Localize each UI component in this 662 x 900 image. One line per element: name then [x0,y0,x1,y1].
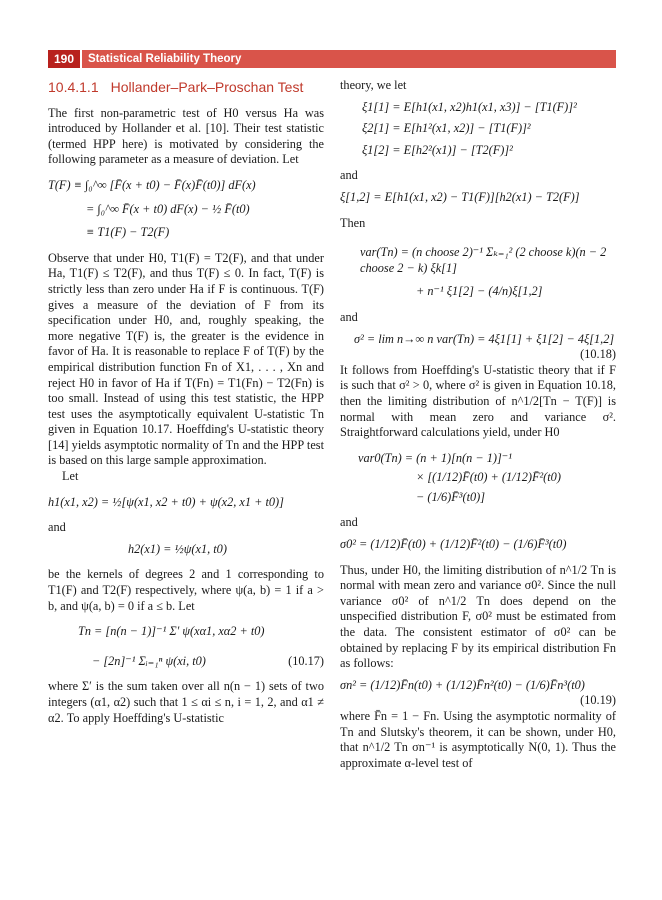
equation [48,654,324,670]
paragraph: Let [62,469,79,484]
equation: ξ1[1] = E[h1(x1, x2)h1(x1, x3)] − [T1(F)]² [362,99,577,114]
connector-text: and [340,168,358,183]
equation-body: − [2n]⁻¹ Σᵢ₌₁ⁿ ψ(xi, t0) [92,653,206,668]
equation: = ∫₀^∞ F̄(x + t0) dF(x) − ½ F̄(t0) [86,201,250,216]
equation: h2(x1) = ½ψ(x1, t0) [128,541,227,556]
equation: ≡ T1(F) − T2(F) [86,225,170,240]
equation: × [(1/12)F̄(t0) + (1/12)F̄²(t0) [416,470,561,485]
paragraph: The first non-parametric test of H0 versus Ha was introduced by Hollander et al. [10]. Their test statistic (termed HPP here) is motivated by considering the following parameter as a measure of deviation. Let [48,105,324,167]
section-number: 10.4.1.1 [48,79,99,95]
page-header [48,50,616,68]
equation: h1(x1, x2) = ½[ψ(x1, x2 + t0) + ψ(x2, x1 + t0)] [48,494,284,509]
equation: σ0² = (1/12)F̄(t0) + (1/12)F̄²(t0) − (1/6)F̄³(t0) [340,537,567,552]
equation: σn² = (1/12)F̄n(t0) + (1/12)F̄n²(t0) − (1/6)F̄n³(t0) [340,677,585,692]
paragraph: Observe that under H0, T1(F) = T2(F), and that under Ha, T1(F) ≤ T2(F), and thus T(F) ≤ 0. In fact, T(F) is strictly less than zero under Ha if F is continuous. T(F) gives a measure of the deviation of F from its specification under H0, and, roughly speaking, the more negative T(F) is, the greater is the evidence in favor of Ha. It is reasonable to replace F of T(F) by the empirical distribution function Fn of X1, . . . , Xn and reject H0 in favor of Ha if T(Fn) = T1(Fn) − T2(Fn) is too small. Instead of using this test statistic, the HPP test uses the asymptotically equivalent U-statistic Tn given in Equation 10.17. Hoeffding's U-statistic theory [14] yields asymptotic normality of Tn and the HPP test is based on this large sample approximation. [48,250,324,468]
equation-number: (10.18) [580,347,616,362]
paragraph: It follows from Hoeffding's U-statistic theory that if F is such that σ² > 0, where σ² is given in Equation 10.18, then the limiting distribution of n^1/2[Tn − T(F)] is normal with mean zero and variance σ². Straightforward calculations yield, under H0 [340,362,616,440]
equation: var(Tn) = (n choose 2)⁻¹ Σₖ₌₁² (2 choose k)(n − 2 choose 2 − k) ξk[1] [360,245,607,275]
equation: ξ[1,2] = E[h1(x1, x2) − T1(F)][h2(x1) − T2(F)] [340,189,580,204]
section-heading [48,80,324,96]
equation: T(F) ≡ ∫₀^∞ [F̄(x + t0) − F̄(x)F̄(t0)] dF(x) [48,177,256,192]
connector-text: and [340,515,358,530]
equation: Tn = [n(n − 1)]⁻¹ Σ′ ψ(xα1, xα2 + t0) [78,624,265,639]
equation-number: (10.19) [580,693,616,708]
connector-text: Then [340,215,366,230]
equation: − (1/6)F̄³(t0)] [416,489,486,504]
equation: var0(Tn) = (n + 1)[n(n − 1)]⁻¹ [358,450,512,465]
paragraph: theory, we let [340,78,407,92]
page-number: 190 [48,50,80,68]
equation: ξ1[2] = E[h2²(x1)] − [T2(F)]² [362,142,513,157]
equation: + n⁻¹ ξ1[2] − (4/n)ξ[1,2] [416,284,543,299]
paragraph: be the kernels of degrees 2 and 1 corresponding to T1(F) and T2(F) respectively, where ψ(a, b) = 1 if a > b, and ψ(a, b) = 0 if a ≤ b. Let [48,567,324,613]
equation: ξ2[1] = E[h1²(x1, x2)] − [T1(F)]² [362,121,531,136]
paragraph: where F̄n = 1 − Fn. Using the asymptotic normality of Tn and Slutsky's theorem, it can be shown, under H0, that n^1/2 Tn σn⁻¹ is asymptotically N(0, 1). Thus the approximate α-level test of [340,709,616,770]
paragraph: where Σ′ is the sum taken over all n(n − 1) sets of two integers (α1, α2) such that 1 ≤ αi ≤ n, i = 1, 2, and α1 ≠ α2. To apply Hoeffding's U-statistic [48,679,324,725]
paragraph: Thus, under H0, the limiting distribution of n^1/2 Tn is normal with mean zero and variance σ0². Since the null variance σ0² of n^1/2 Tn does depend on the unspecified distribution F, σ0² must be estimated from the data. The consistent estimator of σ0² can be obtained by replacing F by its empirical distribution Fn as follows: [340,562,616,671]
section-title: Hollander–Park–Proschan Test [110,79,304,95]
connector-text: and [340,309,358,324]
equation-number: (10.17) [288,653,324,668]
right-column [340,78,616,771]
running-title: Statistical Reliability Theory [82,50,616,68]
equation: σ² = lim n→∞ n var(Tn) = 4ξ1[1] + ξ1[2] − 4ξ[1,2] [354,331,615,346]
left-column [48,78,324,726]
connector-text: and [48,520,66,535]
